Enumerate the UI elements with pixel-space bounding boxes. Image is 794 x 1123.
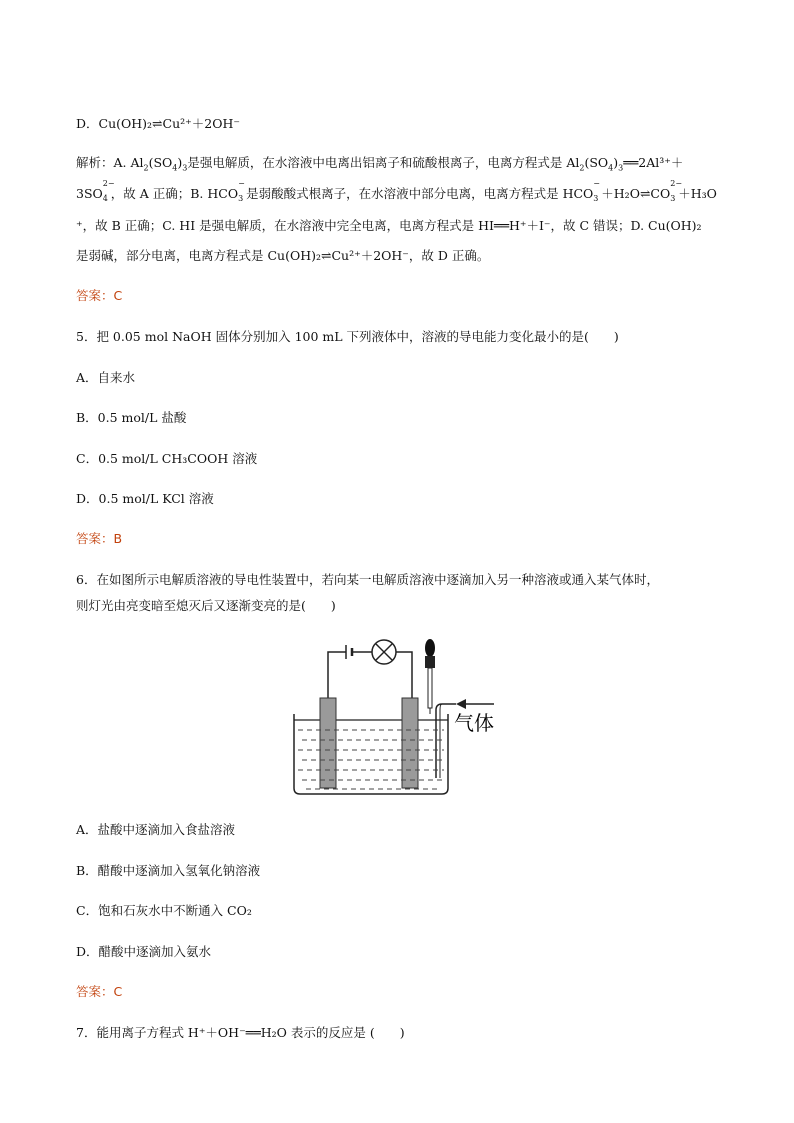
answer-q4: 答案：C [76, 288, 123, 303]
beaker [294, 714, 448, 794]
wire-right [396, 652, 412, 698]
q6-option-d: D．醋酸中逐滴加入氨水 [76, 944, 212, 959]
analysis-line-3: ⁺，故 B 正确；C. HI 是强电解质，在水溶液中完全电离，电离方程式是 HI══H⁺＋I⁻，故 C 错误；D. Cu(OH)₂ [76, 218, 702, 233]
dropper-tube [428, 668, 432, 708]
q5-option-c: C．0.5 mol/L CH₃COOH 溶液 [76, 451, 258, 466]
option-d-previous: D．Cu(OH)₂⇌Cu²⁺＋2OH⁻ [76, 116, 240, 131]
q5-option-a: A．自来水 [76, 370, 136, 385]
electrode-right [402, 698, 418, 788]
q7-stem: 7．能用离子方程式 H⁺＋OH⁻══H₂O 表示的反应是 ( ) [76, 1025, 405, 1040]
analysis-line-2: 3SO 2− 4 ，故 A 正确；B. HCO − 3 是弱酸酸式根离子，在水溶液中部分电离，电离方程式是 HCO − 3 ＋H₂O⇌CO 2− 3 ＋H₃O [76, 179, 717, 203]
gas-tube [436, 704, 456, 778]
dropper-bulb [425, 639, 435, 657]
wire-left [328, 652, 346, 698]
dropper-collar [425, 656, 435, 668]
gas-label: 气体 [454, 711, 494, 735]
q6-stem-line-1: 6．在如图所示电解质溶液的导电性装置中，若向某一电解质溶液中逐滴加入另一种溶液或通入某气体时， [76, 572, 659, 587]
q5-option-d: D．0.5 mol/L KCl 溶液 [76, 491, 214, 506]
conductivity-apparatus-figure [290, 638, 520, 798]
q5-stem: 5．把 0.05 mol NaOH 固体分别加入 100 mL 下列液体中，溶液的导电能力变化最小的是( ) [76, 329, 619, 344]
q6-option-b: B．醋酸中逐滴加入氢氧化钠溶液 [76, 863, 261, 878]
analysis-line-4: 是弱碱，部分电离，电离方程式是 Cu(OH)₂⇌Cu²⁺＋2OH⁻，故 D 正确。 [76, 248, 490, 263]
q6-option-a: A．盐酸中逐滴加入食盐溶液 [76, 822, 236, 837]
q6-stem-line-2: 则灯光由亮变暗至熄灭后又逐渐变亮的是( ) [76, 598, 336, 613]
answer-q6: 答案：C [76, 984, 123, 999]
gas-arrow-head [456, 699, 466, 709]
analysis-line-1: 解析：A. $Al_2(SO_4)_3$是强电解质，在水溶液中电离出铝离子和硫酸根离子，电离方程式是 $Al_2(SO_4)_3══2Al^{3+}+$ [76, 155, 684, 173]
electrode-left [320, 698, 336, 788]
answer-q5: 答案：B [76, 531, 123, 546]
q5-option-b: B．0.5 mol/L 盐酸 [76, 410, 187, 425]
q6-option-c: C．饱和石灰水中不断通入 CO₂ [76, 903, 252, 918]
